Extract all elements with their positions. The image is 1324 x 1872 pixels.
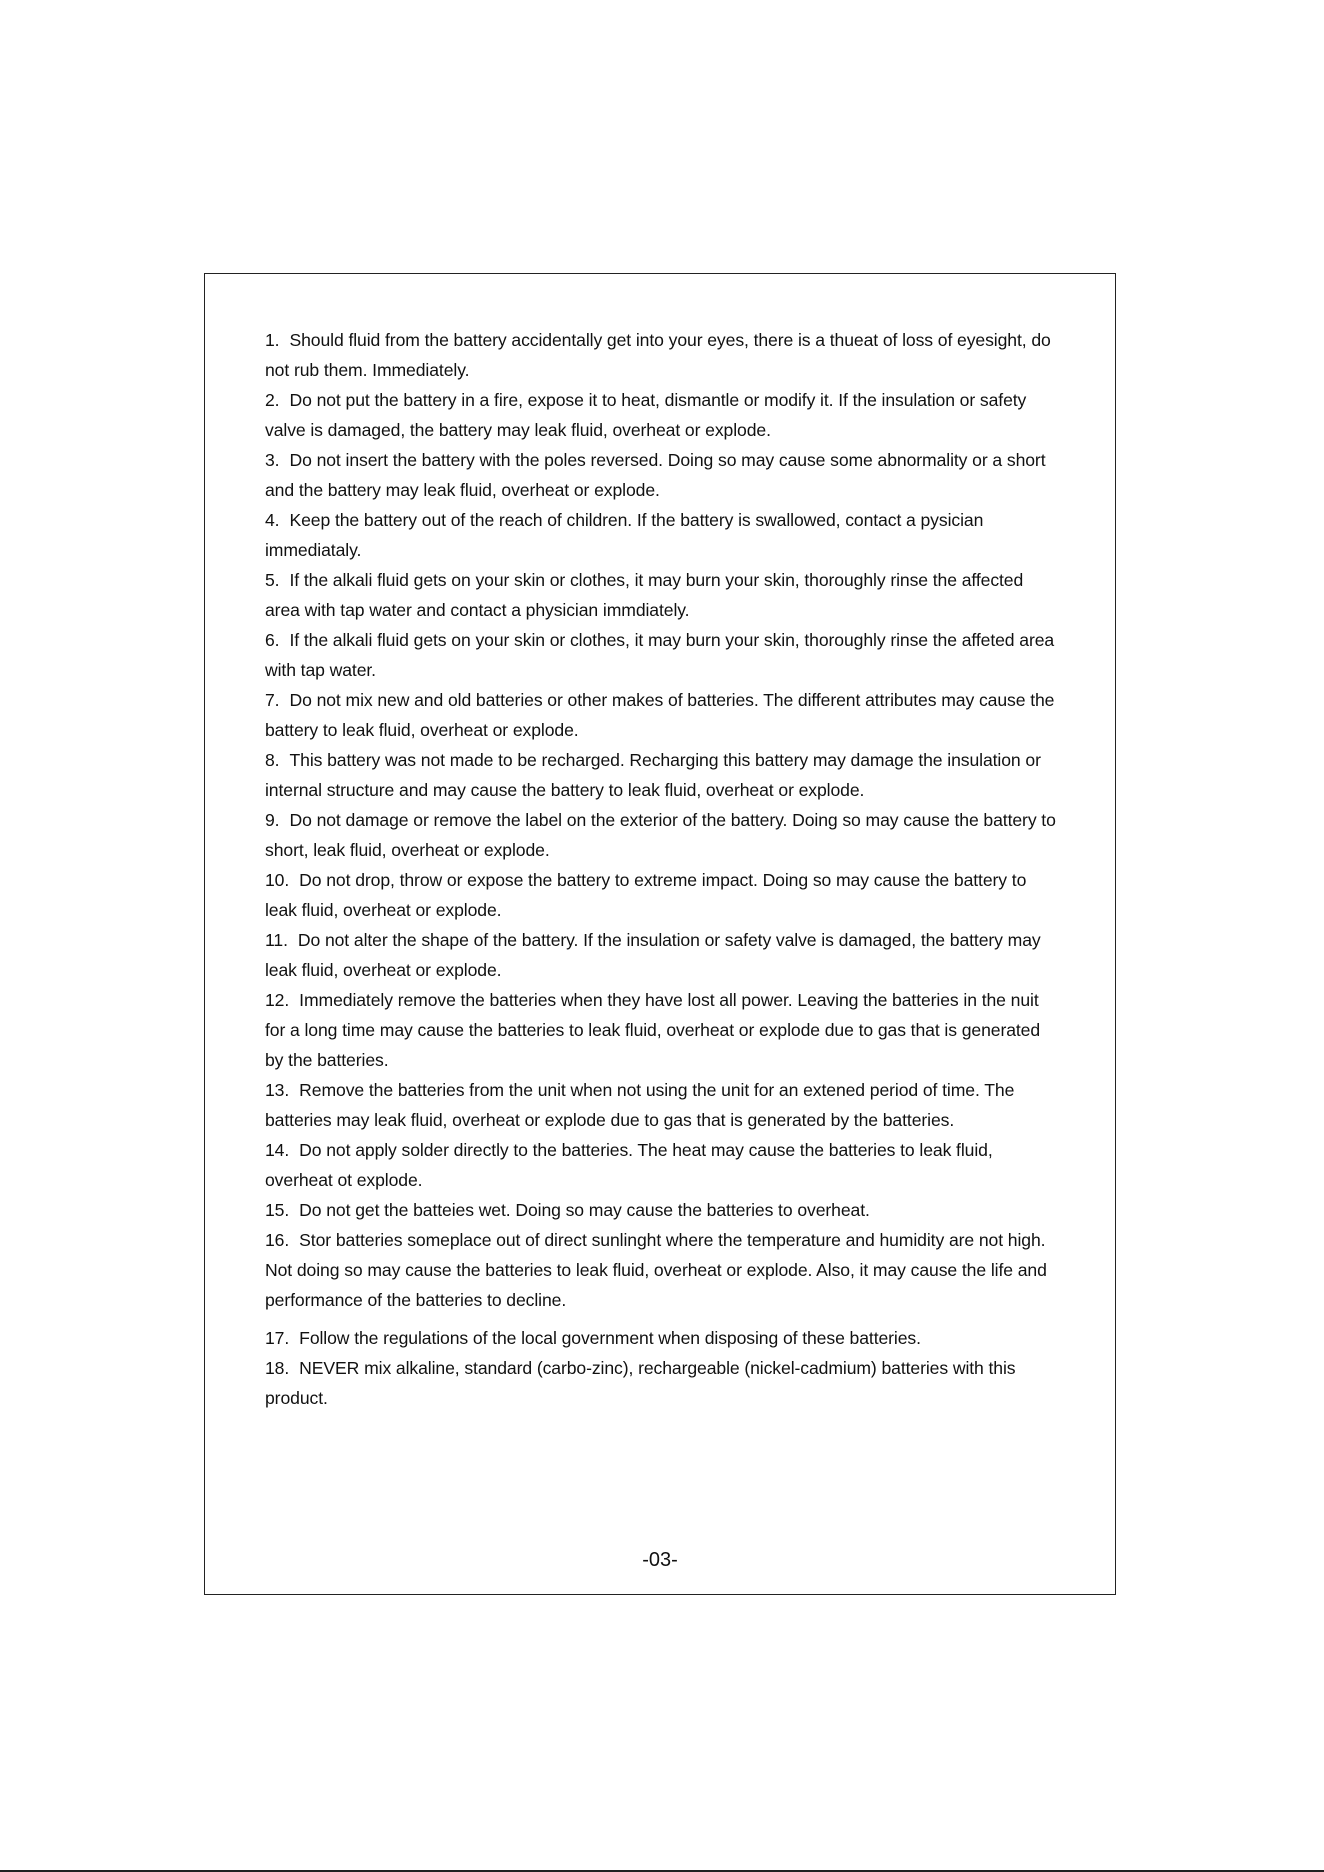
warning-item-4 xyxy=(265,505,1061,565)
warning-item-10 xyxy=(265,865,1061,925)
warning-text: Do not damage or remove the label on the exterior of the battery. Doing so may cause the battery to short, leak fluid, overheat or explode. xyxy=(265,810,1056,860)
warning-number: 1. xyxy=(265,330,280,350)
warning-text: Keep the battery out of the reach of children. If the battery is swallowed, contact a pysician immediataly. xyxy=(265,510,984,560)
warning-number: 18. xyxy=(265,1358,290,1378)
warning-item-13 xyxy=(265,1075,1061,1135)
warning-number: 8. xyxy=(265,750,280,770)
warning-item-7 xyxy=(265,685,1061,745)
warning-text: Do not alter the shape of the battery. If the insulation or safety valve is damaged, the battery may leak fluid, overheat or explode. xyxy=(265,930,1041,980)
warning-item-3 xyxy=(265,445,1061,505)
warning-number: 13. xyxy=(265,1080,290,1100)
warning-text: Should fluid from the battery accidentally get into your eyes, there is a thueat of loss of eyesight, do not rub them. Immediately. xyxy=(265,330,1051,380)
warning-number: 7. xyxy=(265,690,280,710)
warning-item-14 xyxy=(265,1135,1061,1195)
warning-text: Do not apply solder directly to the batteries. The heat may cause the batteries to leak fluid, overheat ot explode. xyxy=(265,1140,993,1190)
warning-text: NEVER mix alkaline, standard (carbo-zinc), rechargeable (nickel-cadmium) batteries with this product. xyxy=(265,1358,1016,1408)
warning-number: 17. xyxy=(265,1328,290,1348)
warning-number: 15. xyxy=(265,1200,290,1220)
warning-text: Remove the batteries from the unit when not using the unit for an extened period of time. The batteries may leak fluid, overheat or explode due to gas that is generated by the batteries. xyxy=(265,1080,1015,1130)
warning-number: 10. xyxy=(265,870,290,890)
warning-number: 5. xyxy=(265,570,280,590)
warning-number: 14. xyxy=(265,1140,290,1160)
warning-number: 16. xyxy=(265,1230,290,1250)
warning-item-17 xyxy=(265,1323,1061,1353)
battery-warning-list xyxy=(265,325,1061,1413)
warning-number: 4. xyxy=(265,510,280,530)
warning-item-2 xyxy=(265,385,1061,445)
warning-item-6 xyxy=(265,625,1061,685)
warning-item-15 xyxy=(265,1195,1061,1225)
page-number: -03- xyxy=(642,1549,678,1571)
warning-text: Do not get the batteies wet. Doing so may cause the batteries to overheat. xyxy=(299,1200,870,1220)
warning-number: 9. xyxy=(265,810,280,830)
warning-text: If the alkali fluid gets on your skin or clothes, it may burn your skin, thoroughly rinse the affeted area with tap water. xyxy=(265,630,1055,680)
warning-number: 2. xyxy=(265,390,280,410)
warning-item-11 xyxy=(265,925,1061,985)
warning-item-8 xyxy=(265,745,1061,805)
warning-item-5 xyxy=(265,565,1061,625)
warning-text: If the alkali fluid gets on your skin or clothes, it may burn your skin, thoroughly rinse the affected area with tap water and contact a physician immdiately. xyxy=(265,570,1024,620)
warning-text: Immediately remove the batteries when they have lost all power. Leaving the batteries in the nuit for a long time may cause the batteries to leak fluid, overheat or explode due to gas that is generated by the batteries. xyxy=(265,990,1041,1070)
warning-text: Do not drop, throw or expose the battery to extreme impact. Doing so may cause the battery to leak fluid, overheat or explode. xyxy=(265,870,1027,920)
warning-number: 6. xyxy=(265,630,280,650)
page-frame xyxy=(204,273,1116,1595)
warning-text: This battery was not made to be recharged. Recharging this battery may damage the insulation or internal structure and may cause the battery to leak fluid, overheat or explode. xyxy=(265,750,1041,800)
warning-item-1 xyxy=(265,325,1061,385)
warning-item-16 xyxy=(265,1225,1061,1315)
warning-number: 12. xyxy=(265,990,290,1010)
warning-text: Stor batteries someplace out of direct sunlinght where the temperature and humidity are not high. Not doing so may cause the batteries to leak fluid, overheat or explode. Also, it may cause the life and performance of the batteries to decline. xyxy=(265,1230,1047,1310)
warning-number: 3. xyxy=(265,450,280,470)
warning-item-9 xyxy=(265,805,1061,865)
warning-text: Do not insert the battery with the poles reversed. Doing so may cause some abnormality or a short and the battery may leak fluid, overheat or explode. xyxy=(265,450,1046,500)
warning-item-12 xyxy=(265,985,1061,1075)
warning-item-18 xyxy=(265,1353,1061,1413)
warning-number: 11. xyxy=(265,930,288,950)
warning-text: Follow the regulations of the local government when disposing of these batteries. xyxy=(299,1328,921,1348)
warning-text: Do not put the battery in a fire, expose it to heat, dismantle or modify it. If the insulation or safety valve is damaged, the battery may leak fluid, overheat or explode. xyxy=(265,390,1027,440)
warning-text: Do not mix new and old batteries or other makes of batteries. The different attributes may cause the battery to leak fluid, overheat or explode. xyxy=(265,690,1055,740)
